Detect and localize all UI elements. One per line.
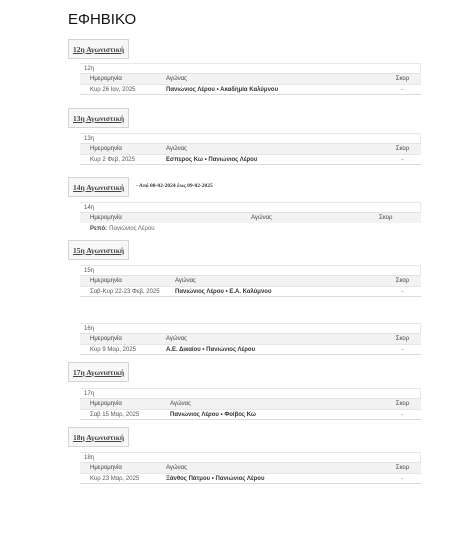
match-teams: Εσπερος Κω • Πανιώνιος Λέρου (166, 156, 258, 163)
table-header (80, 398, 421, 409)
match-score: - (401, 156, 404, 163)
round-label: 18η (80, 452, 421, 462)
table-row (80, 286, 421, 297)
match-date: Κυρ 26 Ιαν, 2025 (90, 86, 136, 93)
match-teams: Ξάνθος Πάτμου • Πανιώνιος Λέρου (166, 475, 265, 482)
table-header (80, 143, 421, 154)
match-score: - (401, 411, 404, 418)
column-match: Αγώνας (166, 76, 187, 82)
column-date: Ημερομηνία (90, 401, 122, 407)
match-score: - (401, 288, 404, 295)
round-15-table (80, 265, 421, 297)
round-label: 12η (80, 63, 421, 73)
round-17-button[interactable]: 17η Αγωνιστική (68, 362, 129, 382)
round-label: 17η (80, 388, 421, 398)
column-match: Αγώνας (170, 401, 191, 407)
column-match: Αγώνας (251, 215, 272, 221)
column-score: Σκορ (395, 465, 410, 471)
match-date: Σαβ-Κυρ 22-23 Φεβ, 2025 (90, 288, 160, 295)
match-date: Κυρ 2 Φεβ, 2025 (90, 156, 135, 163)
table-row (80, 84, 421, 95)
match-teams: Πανιώνιος Λέρου • Ε.Α. Καλύμνου (175, 288, 272, 295)
round-15-button[interactable]: 15η Αγωνιστική (68, 240, 129, 260)
round-14-table (80, 202, 421, 234)
column-date: Ημερομηνία (90, 465, 122, 471)
column-match: Αγώνας (175, 278, 196, 284)
match-score: - (401, 475, 404, 482)
round-17-table (80, 388, 421, 420)
column-score: Σκορ (395, 278, 410, 284)
column-date: Ημερομηνία (90, 278, 122, 284)
column-match: Αγώνας (166, 465, 187, 471)
rest-row (80, 223, 421, 234)
match-teams: Πανιώνιος Λέρου • Ακαδημία Καλύμνου (166, 86, 279, 93)
table-header (80, 212, 421, 223)
round-18-table (80, 452, 421, 484)
round-12-button[interactable]: 12η Αγωνιστική (68, 39, 129, 59)
match-date: Κυρ 23 Μαρ, 2025 (90, 475, 140, 482)
table-header (80, 275, 421, 286)
rest-team: Πανιώνιος Λέρου (109, 225, 155, 232)
column-score: Σκορ (395, 401, 410, 407)
table-row (80, 473, 421, 484)
table-row (80, 409, 421, 420)
column-date: Ημερομηνία (90, 336, 122, 342)
round-label: 15η (80, 265, 421, 275)
round-label: 13η (80, 133, 421, 143)
round-label: 14η (80, 202, 421, 212)
column-date: Ημερομηνία (90, 146, 122, 152)
table-row (80, 344, 421, 355)
round-12-table (80, 63, 421, 95)
table-header (80, 333, 421, 344)
round-14-button[interactable]: 14η Αγωνιστική (68, 177, 129, 197)
table-row (80, 154, 421, 165)
rest-label: Ρεπό: (90, 225, 108, 232)
match-date: Σαβ 15 Μαρ, 2025 (90, 411, 140, 418)
round-16-table (80, 323, 421, 355)
match-date: Κυρ 9 Μαρ, 2025 (90, 346, 136, 353)
table-header (80, 462, 421, 473)
round-13-button[interactable]: 13η Αγωνιστική (68, 108, 129, 128)
column-score: Σκορ (395, 336, 410, 342)
column-score: Σκορ (395, 146, 410, 152)
round-label: 16η (80, 323, 421, 333)
page-title: ΕΦΗΒΙΚΟ (68, 11, 137, 28)
match-teams: Πανιώνιος Λέρου • Φοίβος Κω (170, 411, 256, 418)
column-match: Αγώνας (166, 336, 187, 342)
table-header (80, 73, 421, 84)
column-score: Σκορ (395, 76, 410, 82)
round-14-date-range: - Από 08-02-2024 έως 09-02-2025 (136, 183, 213, 189)
match-teams: Α.Ε. Δικαίου • Πανιώνιος Λέρου (166, 346, 256, 353)
match-score: - (401, 346, 404, 353)
round-18-button[interactable]: 18η Αγωνιστική (68, 427, 129, 447)
column-date: Ημερομηνία (90, 76, 122, 82)
column-score: Σκορ (379, 215, 393, 221)
column-match: Αγώνας (166, 146, 187, 152)
match-score: - (401, 86, 404, 93)
round-13-table (80, 133, 421, 165)
column-date: Ημερομηνία (90, 215, 122, 221)
